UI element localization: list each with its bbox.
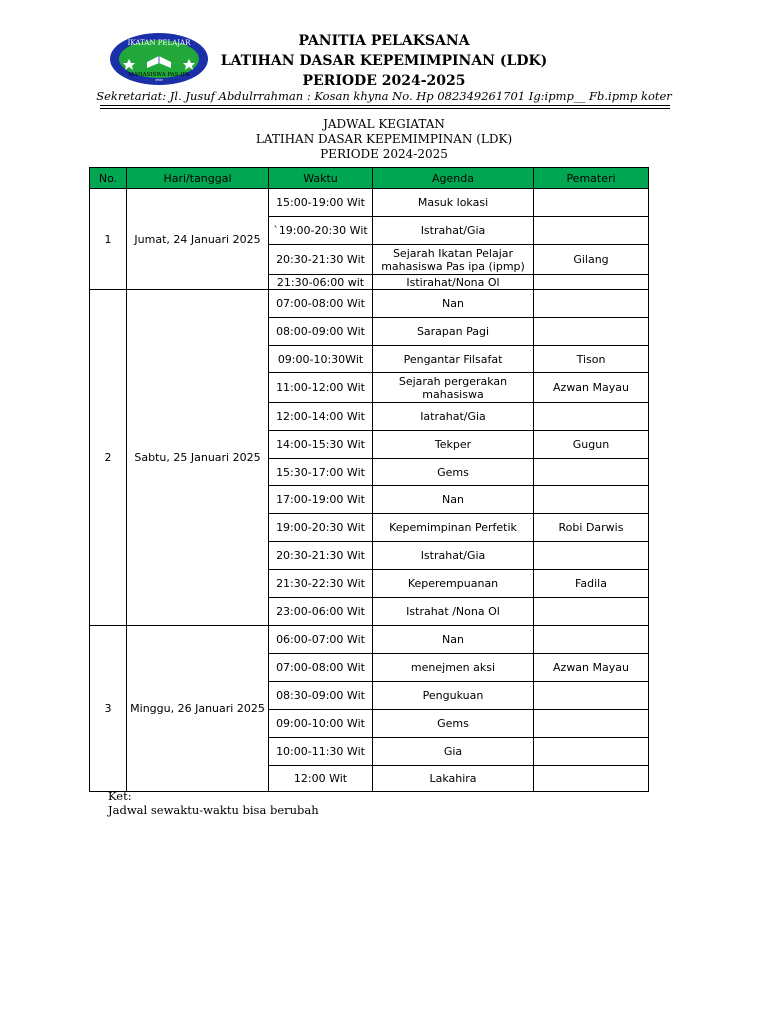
time-cell: 20:30-21:30 Wit — [269, 245, 373, 275]
day-date-cell: Sabtu, 25 Januari 2025 — [127, 290, 269, 626]
time-cell: 19:00-20:30 Wit — [269, 514, 373, 542]
column-header-speaker: Pemateri — [534, 168, 649, 189]
time-cell: 23:00-06:00 Wit — [269, 598, 373, 626]
time-cell: 08:00-09:00 Wit — [269, 318, 373, 346]
day-number-cell: 1 — [90, 189, 127, 290]
agenda-cell: Istrahat/Gia — [373, 542, 534, 570]
time-cell: 14:00-15:30 Wit — [269, 431, 373, 459]
agenda-cell: Istirahat/Nona Ol — [373, 275, 534, 290]
speaker-cell — [534, 486, 649, 514]
agenda-cell: Nan — [373, 290, 534, 318]
speaker-cell — [534, 710, 649, 738]
day-date-cell: Minggu, 26 Januari 2025 — [127, 626, 269, 792]
time-cell: 12:00 Wit — [269, 766, 373, 792]
agenda-cell: Gia — [373, 738, 534, 766]
speaker-cell: Gugun — [534, 431, 649, 459]
speaker-cell — [534, 738, 649, 766]
column-header-time: Waktu — [269, 168, 373, 189]
day-date-cell: Jumat, 24 Januari 2025 — [127, 189, 269, 290]
agenda-cell: Sejarah Ikatan Pelajar mahasiswa Pas ipa (ipmp) — [373, 245, 534, 275]
time-cell: 07:00-08:00 Wit — [269, 654, 373, 682]
table-row — [90, 189, 649, 217]
agenda-cell: Gems — [373, 710, 534, 738]
time-cell: 21:30-22:30 Wit — [269, 570, 373, 598]
speaker-cell — [534, 275, 649, 290]
time-cell: 11:00-12:00 Wit — [269, 373, 373, 403]
letterhead — [0, 0, 768, 108]
time-cell: 06:00-07:00 Wit — [269, 626, 373, 654]
speaker-cell — [534, 318, 649, 346]
day-number-cell: 3 — [90, 626, 127, 792]
agenda-cell: Keperempuanan — [373, 570, 534, 598]
speaker-cell — [534, 217, 649, 245]
time-cell: `19:00-20:30 Wit — [269, 217, 373, 245]
agenda-cell: Iatrahat/Gia — [373, 403, 534, 431]
agenda-cell: Istrahat /Nona Ol — [373, 598, 534, 626]
agenda-cell: Lakahira — [373, 766, 534, 792]
time-cell: 10:00-11:30 Wit — [269, 738, 373, 766]
logo-top-text: IKATAN PELAJAR — [127, 39, 191, 47]
time-cell: 15:30-17:00 Wit — [269, 459, 373, 486]
committee-title: PANITIA PELAKSANA — [298, 33, 470, 49]
agenda-cell: Gems — [373, 459, 534, 486]
schedule-subtitle: LATIHAN DASAR KEPEMIMPINAN (LDK) — [255, 132, 513, 146]
speaker-cell — [534, 542, 649, 570]
speaker-cell — [534, 766, 649, 792]
speaker-cell — [534, 189, 649, 217]
schedule-title: JADWAL KEGIATAN — [323, 117, 445, 131]
speaker-cell — [534, 403, 649, 431]
time-cell: 07:00-08:00 Wit — [269, 290, 373, 318]
agenda-cell: Kepemimpinan Perfetik — [373, 514, 534, 542]
agenda-cell: Pengukuan — [373, 682, 534, 710]
speaker-cell — [534, 682, 649, 710]
logo-bottom-text: MAHASISWA PAS-IPA — [128, 72, 190, 78]
agenda-cell: menejmen aksi — [373, 654, 534, 682]
agenda-cell: Nan — [373, 626, 534, 654]
agenda-cell: Sarapan Pagi — [373, 318, 534, 346]
time-cell: 12:00-14:00 Wit — [269, 403, 373, 431]
column-header-date: Hari/tanggal — [127, 168, 269, 189]
agenda-cell: Istrahat/Gia — [373, 217, 534, 245]
table-row — [90, 290, 649, 318]
speaker-cell — [534, 598, 649, 626]
time-cell: 17:00-19:00 Wit — [269, 486, 373, 514]
agenda-cell: Pengantar Filsafat — [373, 346, 534, 373]
speaker-cell: Robi Darwis — [534, 514, 649, 542]
speaker-cell: Azwan Mayau — [534, 373, 649, 403]
agenda-cell: Tekper — [373, 431, 534, 459]
speaker-cell: Gilang — [534, 245, 649, 275]
time-cell: 15:00-19:00 Wit — [269, 189, 373, 217]
speaker-cell: Azwan Mayau — [534, 654, 649, 682]
secretariat-address: Sekretariat: Jl. Jusuf Abdulrrahman : Kosan khyna No. Hp 082349261701 Ig:ipmp__ Fb.ipmp koter — [96, 89, 672, 103]
agenda-cell: Sejarah pergerakan mahasiswa — [373, 373, 534, 403]
table-header-row — [90, 168, 649, 189]
speaker-cell — [534, 626, 649, 654]
agenda-cell: Nan — [373, 486, 534, 514]
time-cell: 21:30-06:00 wit — [269, 275, 373, 290]
time-cell: 08:30-09:00 Wit — [269, 682, 373, 710]
logo-small-text: IPMP — [155, 78, 163, 82]
period-title: PERIODE 2024-2025 — [302, 73, 466, 89]
note-label: Ket: — [108, 789, 132, 803]
note-text: Jadwal sewaktu-waktu bisa berubah — [108, 803, 319, 817]
table-row — [90, 626, 649, 654]
day-number-cell: 2 — [90, 290, 127, 626]
speaker-cell — [534, 459, 649, 486]
organization-logo — [109, 32, 209, 86]
time-cell: 09:00-10:30Wit — [269, 346, 373, 373]
event-title: LATIHAN DASAR KEPEMIMPINAN (LDK) — [220, 53, 548, 69]
agenda-cell: Masuk lokasi — [373, 189, 534, 217]
speaker-cell — [534, 290, 649, 318]
schedule-period: PERIODE 2024-2025 — [320, 147, 448, 161]
column-header-agenda: Agenda — [373, 168, 534, 189]
letterhead-divider-thick — [100, 105, 670, 106]
schedule-table — [89, 167, 649, 792]
speaker-cell: Tison — [534, 346, 649, 373]
time-cell: 09:00-10:00 Wit — [269, 710, 373, 738]
letterhead-divider-thin — [100, 108, 670, 109]
column-header-no: No. — [90, 168, 127, 189]
time-cell: 20:30-21:30 Wit — [269, 542, 373, 570]
speaker-cell: Fadila — [534, 570, 649, 598]
